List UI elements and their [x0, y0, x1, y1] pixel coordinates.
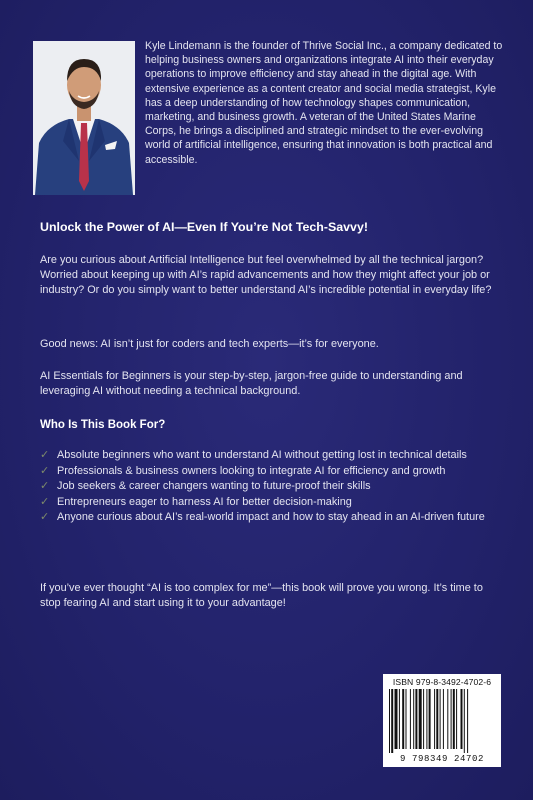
isbn-barcode [383, 674, 501, 767]
list-item [40, 495, 510, 511]
headline: Unlock the Power of AI—Even If You’re Not Tech-Savvy! [40, 220, 368, 234]
intro-paragraph: Are you curious about Artificial Intelligence but feel overwhelmed by all the technical jargon? Worried about keeping up with AI’s rapid advancements and how they might affect your job or industry? Or do you simply want to better understand AI’s incredible potential in everyday life? [40, 254, 492, 296]
check-icon: ✓ [40, 511, 50, 523]
list-item [40, 448, 510, 464]
list-item-text: Job seekers & career changers wanting to future-proof their skills [57, 480, 371, 492]
isbn-label: ISBN 979-8-3492-4702-6 [392, 677, 492, 687]
description-paragraph: AI Essentials for Beginners is your step-by-step, jargon-free guide to understanding and leveraging AI without needing a technical background. [40, 370, 463, 397]
list-item-text: Entrepreneurs eager to harness AI for better decision-making [57, 495, 352, 508]
author-bio: Kyle Lindemann is the founder of Thrive Social Inc., a company dedicated to helping business owners and organizations integrate AI into their everyday operations to improve efficiency and stay ahead in the digital age. With extensive experience as a content creator and social media strategist, Kyle has a deep understanding of how technology shapes communication, marketing, and business growth. A veteran of the United States Marine Corps, he brings a disciplined and strategic mindset to the ever-evolving world of artificial intelligence, ensuring that innovation is both practical and accessible. [145, 40, 503, 166]
list-item-text: Anyone curious about AI’s real-world impact and how to stay ahead in an AI-driven future [57, 511, 485, 523]
check-icon: ✓ [40, 449, 50, 461]
list-item [40, 479, 510, 495]
barcode-bars [387, 689, 497, 753]
list-item-text: Absolute beginners who want to understand AI without getting lost in technical details [57, 449, 467, 461]
list-item [40, 510, 510, 526]
barcode-digits: 9 798349 24702 [399, 754, 484, 764]
good-news-paragraph: Good news: AI isn’t just for coders and tech experts—it’s for everyone. [40, 338, 379, 350]
list-item-text: Professionals & business owners looking to integrate AI for efficiency and growth [57, 464, 446, 477]
list-item [40, 464, 510, 480]
audience-heading: Who Is This Book For? [40, 419, 166, 431]
author-photo [33, 41, 135, 195]
closing-paragraph: If you’ve ever thought “AI is too complex for me”—this book will prove you wrong. It’s time to stop fearing AI and start using it to your advantage! [40, 582, 483, 609]
check-icon: ✓ [40, 495, 50, 508]
audience-list [40, 448, 510, 526]
check-icon: ✓ [40, 480, 50, 492]
check-icon: ✓ [40, 464, 50, 477]
